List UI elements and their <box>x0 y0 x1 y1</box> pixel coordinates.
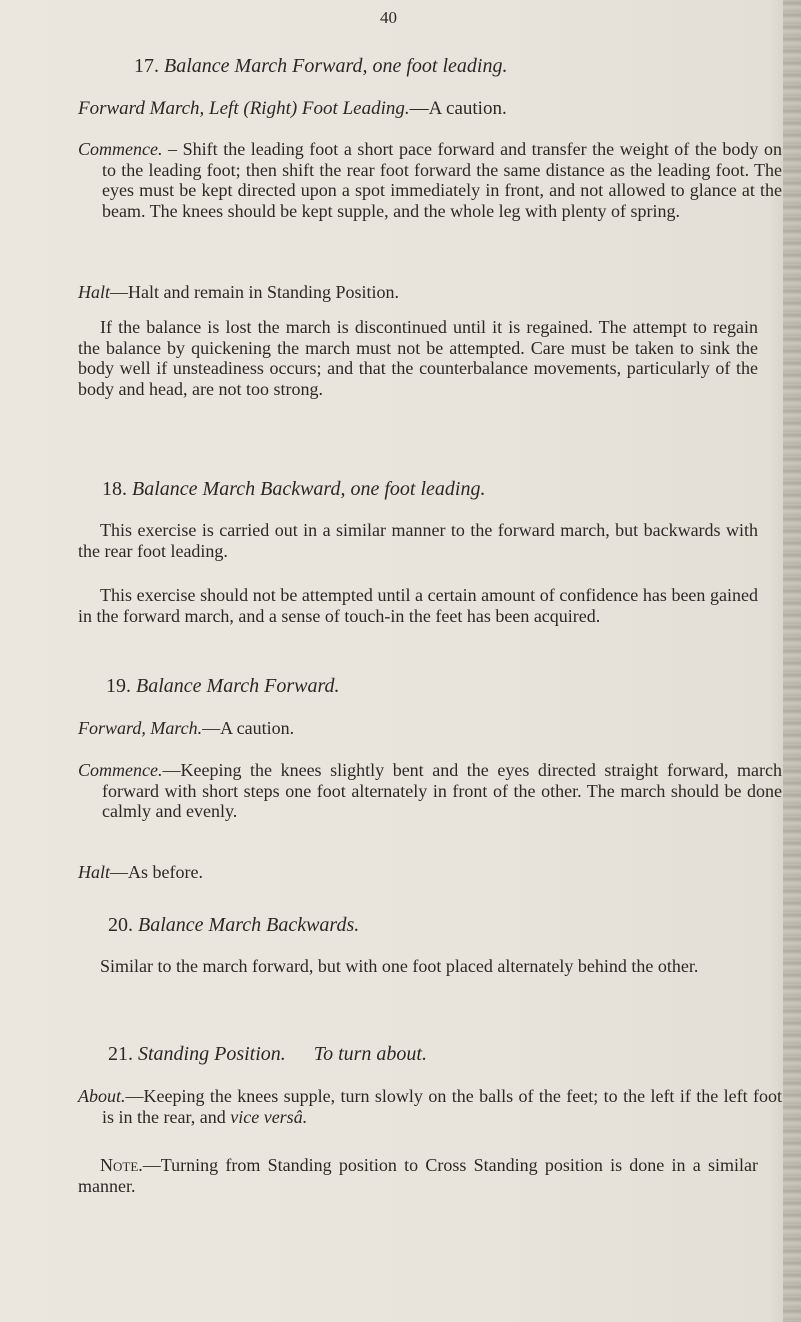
section-19-halt <box>78 862 203 883</box>
section-18-body-1: This exercise is carried out in a similar manner to the forward march, but backwards with the rear foot leading. <box>78 520 758 561</box>
section-19-commence <box>78 760 782 822</box>
section-17-halt-label: Halt <box>78 282 111 302</box>
section-19-caution <box>78 718 294 739</box>
section-19-commence-text: —Keeping the knees slightly bent and the eyes directed straight forward, march forward with short steps one foot alternately in front of the other. The march should be done calmly and evenly. <box>102 760 782 821</box>
section-17-commence-text: – Shift the leading foot a short pace forward and transfer the weight of the body on to the leading foot; then shift the rear foot forward the same distance as the leading foot. The eyes must be kept directed upon a spot immediately in front, and not allowed to glance at the beam. The knees should be kept supple, and the whole leg with plenty of spring. <box>102 139 782 221</box>
page-edge-shadow <box>783 0 801 1322</box>
section-19-halt-text: —As before. <box>110 862 203 882</box>
page-number: 40 <box>380 8 397 27</box>
section-19-caution-label: Forward, March. <box>78 718 203 738</box>
section-21-note <box>78 1155 758 1196</box>
section-17-halt <box>78 282 399 303</box>
section-19-caution-text: —A caution. <box>202 718 295 738</box>
section-20-number: 20. <box>108 914 133 936</box>
section-21-about-label: About. <box>78 1086 126 1106</box>
section-17-caution <box>78 98 507 120</box>
section-19-heading <box>106 675 340 698</box>
section-18-title: Balance March Backward, one foot leading. <box>132 478 486 500</box>
section-21-heading <box>108 1043 427 1066</box>
section-20-title: Balance March Backwards. <box>138 914 360 936</box>
section-18-heading <box>102 478 485 501</box>
section-17-commence-label: Commence. <box>78 139 163 159</box>
section-17-halt-text: —Halt and remain in Standing Position. <box>110 282 399 302</box>
section-18-number: 18. <box>102 478 127 500</box>
section-21-about-text: —Keeping the knees supple, turn slowly on the balls of the feet; to the left if the left foot is in the rear, and <box>102 1086 782 1127</box>
section-17-caution-label: Forward March, Left (Right) Foot Leading. <box>78 98 410 119</box>
section-21-note-label: Note. <box>100 1155 143 1175</box>
section-17-caution-text: —A caution. <box>409 98 507 119</box>
section-17-title: Balance March Forward, one foot leading. <box>164 55 508 77</box>
section-21-number: 21. <box>108 1043 133 1065</box>
section-17-body: If the balance is lost the march is discontinued until it is regained. The attempt to regain the balance by quickening the march must not be attempted. Care must be taken to sink the body well if unsteadiness occurs; and that the counterbalance movements, particularly of the body and head, are not too strong. <box>78 317 758 399</box>
section-17-number: 17. <box>134 55 159 77</box>
section-17-heading <box>134 55 507 78</box>
section-21-about-tail: vice versâ. <box>230 1106 308 1127</box>
section-17-commence <box>78 139 782 221</box>
section-19-title: Balance March Forward. <box>136 675 340 697</box>
section-21-title-b: To turn about. <box>313 1043 427 1065</box>
section-21-title-a: Standing Position. <box>138 1043 286 1065</box>
section-20-heading <box>108 914 359 937</box>
section-19-number: 19. <box>106 675 131 697</box>
section-20-body: Similar to the march forward, but with one foot placed alternately behind the other. <box>100 956 699 976</box>
section-21-about <box>78 1086 782 1127</box>
section-21-note-text: —Turning from Standing position to Cross Standing position is done in a similar manner. <box>78 1155 758 1196</box>
section-18-body-2: This exercise should not be attempted until a certain amount of confidence has been gained in the forward march, and a sense of touch-in the feet has been acquired. <box>78 585 758 626</box>
section-19-halt-label: Halt <box>78 862 111 882</box>
section-19-commence-label: Commence. <box>78 760 163 780</box>
